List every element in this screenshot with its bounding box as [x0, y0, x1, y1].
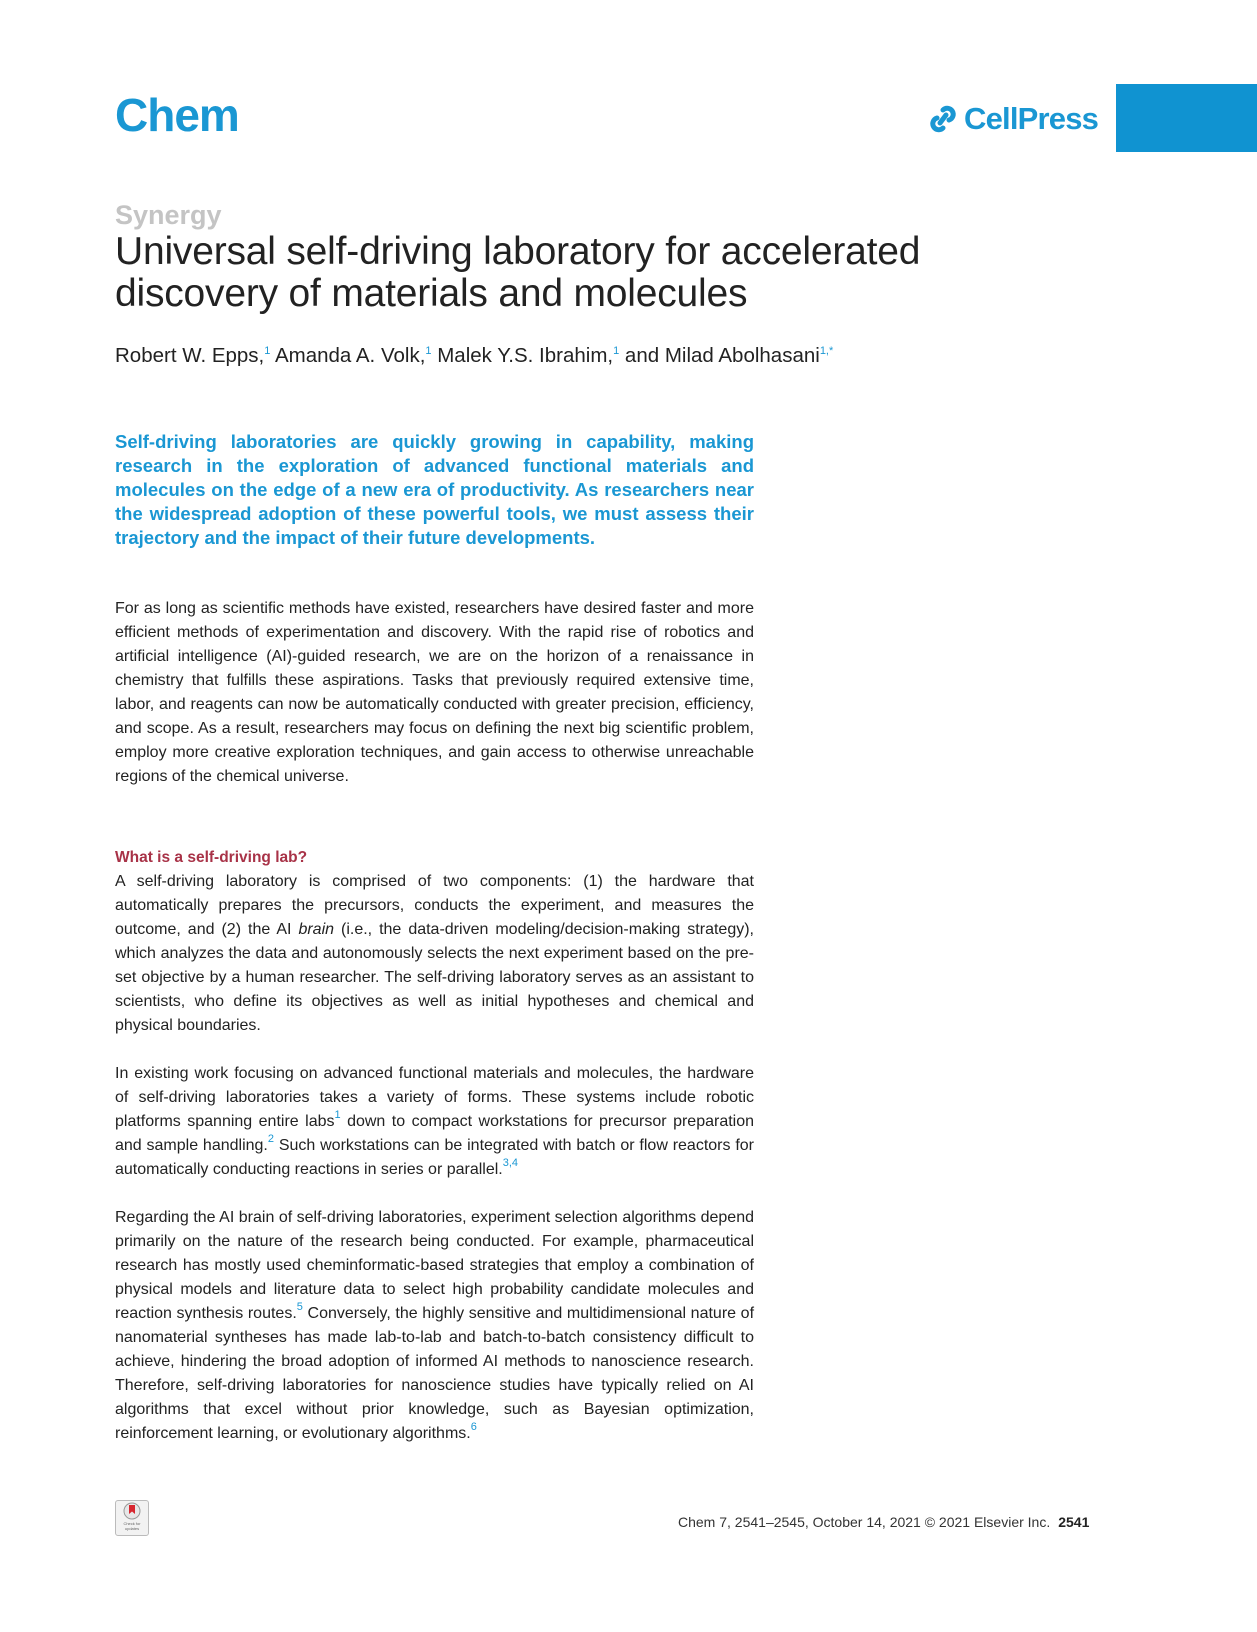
page-footer: [678, 1512, 1089, 1532]
affiliation-marker[interactable]: 1,*: [819, 345, 834, 357]
text-run: Regarding the AI brain of self-driving laboratories, experiment selection algorithms depend primarily on the nature of the research being conducted. For example, pharmaceutical research has mostly used cheminformatic-based strategies that employ a combination of physical models and literature data to select high probability candidate molecules and reaction synthesis routes.: [115, 1209, 754, 1322]
author-list: [115, 342, 833, 370]
text-run: (i.e., the data-driven modeling/decision-making strategy), which analyzes the data and autonomously selects the next experiment based on the pre-set objective by a human researcher. The self-driving laboratory serves as an assistant to scientists, who define its objectives as well as initial hypotheses and chemical and physical boundaries.: [115, 921, 754, 1034]
author-name[interactable]: and Milad Abolhasani: [624, 344, 820, 367]
crossmark-line: Check for: [123, 1521, 141, 1526]
journal-logo[interactable]: Chem: [115, 89, 239, 141]
reference-link[interactable]: 6: [470, 1421, 477, 1433]
text-run: down to compact workstations for precursor preparation and sample handling.: [115, 1113, 755, 1154]
body-paragraph-1: For as long as scientific methods have existed, researchers have desired faster and more efficient methods of experimentation and discovery. With the rapid rise of robotics and artificial intelligence (AI)-guided research, we are on the horizon of a renaissance in chemistry that fulfills these aspirations. Tasks that previously required extensive time, labor, and reagents can now be automatically conducted with greater precision, efficiency, and scope. As a result, researchers may focus on defining the next big scientific problem, employ more creative exploration techniques, and gain access to otherwise unreachable regions of the chemical universe.: [115, 600, 754, 785]
check-for-updates-badge[interactable]: [115, 1500, 149, 1536]
section-heading: What is a self-driving lab?: [115, 849, 308, 866]
body-paragraph-2: [115, 870, 754, 1038]
author-name[interactable]: Amanda A. Volk,: [274, 344, 426, 367]
citation-text: Chem 7, 2541–2545, October 14, 2021 © 2021 Elsevier Inc.: [678, 1514, 1051, 1530]
title-line-1: Universal self-driving laboratory for accelerated: [115, 230, 921, 273]
text-run: A self-driving laboratory is comprised of two components: (1) the hardware that automatically prepares the precursors, conducts the experiment, and measures the outcome, and (2) the AI: [115, 873, 754, 938]
section-label: Synergy: [115, 200, 222, 230]
reference-link[interactable]: 2: [267, 1133, 274, 1145]
reference-link[interactable]: 3,4: [502, 1157, 519, 1169]
crossmark-text: [123, 1521, 140, 1531]
text-run: Such workstations can be integrated with batch or flow reactors for automatically conducting reactions in series or parallel.: [115, 1137, 754, 1178]
cellpress-link-icon: [928, 104, 958, 134]
publisher-name: CellPress: [964, 101, 1099, 136]
body-paragraph-4: [115, 1206, 754, 1446]
body-paragraph-3: [115, 1062, 754, 1182]
text-run: Conversely, the highly sensitive and multidimensional nature of nanomaterial syntheses has made lab-to-lab and batch-to-batch consistency difficult to achieve, hindering the broad adoption of informed AI methods to nanoscience research. Therefore, self-driving laboratories for nanoscience studies have typically relied on AI algorithms that excel without prior knowledge, such as Bayesian optimization, reinforcement learning, or evolutionary algorithms.: [115, 1305, 755, 1442]
crossmark-icon: [122, 1501, 142, 1521]
corner-color-tab: [1116, 84, 1257, 152]
author-name[interactable]: Malek Y.S. Ibrahim,: [437, 344, 614, 367]
affiliation-marker[interactable]: 1: [613, 345, 620, 357]
crossmark-line: updates: [124, 1526, 140, 1531]
author-name[interactable]: Robert W. Epps,: [115, 344, 265, 367]
title-line-2: discovery of materials and molecules: [115, 272, 748, 315]
abstract: Self-driving laboratories are quickly growing in capability, making research in the exploration of advanced functional materials and molecules on the edge of a new era of productivity. As researchers near the widespread adoption of these powerful tools, we must assess their trajectory and the impact of their future developments.: [115, 431, 754, 548]
article-title: [115, 231, 1065, 315]
text-run: In existing work focusing on advanced functional materials and molecules, the hardware of self-driving laboratories takes a variety of forms. These systems include robotic platforms spanning entire labs: [115, 1065, 754, 1130]
emphasis-text: brain: [298, 921, 335, 938]
affiliation-marker[interactable]: 1: [425, 345, 432, 357]
affiliation-marker[interactable]: 1: [264, 345, 271, 357]
reference-link[interactable]: 1: [334, 1109, 341, 1121]
publisher-logo[interactable]: [928, 101, 1098, 137]
reference-link[interactable]: 5: [296, 1301, 303, 1313]
page-number: 2541: [1058, 1514, 1090, 1530]
